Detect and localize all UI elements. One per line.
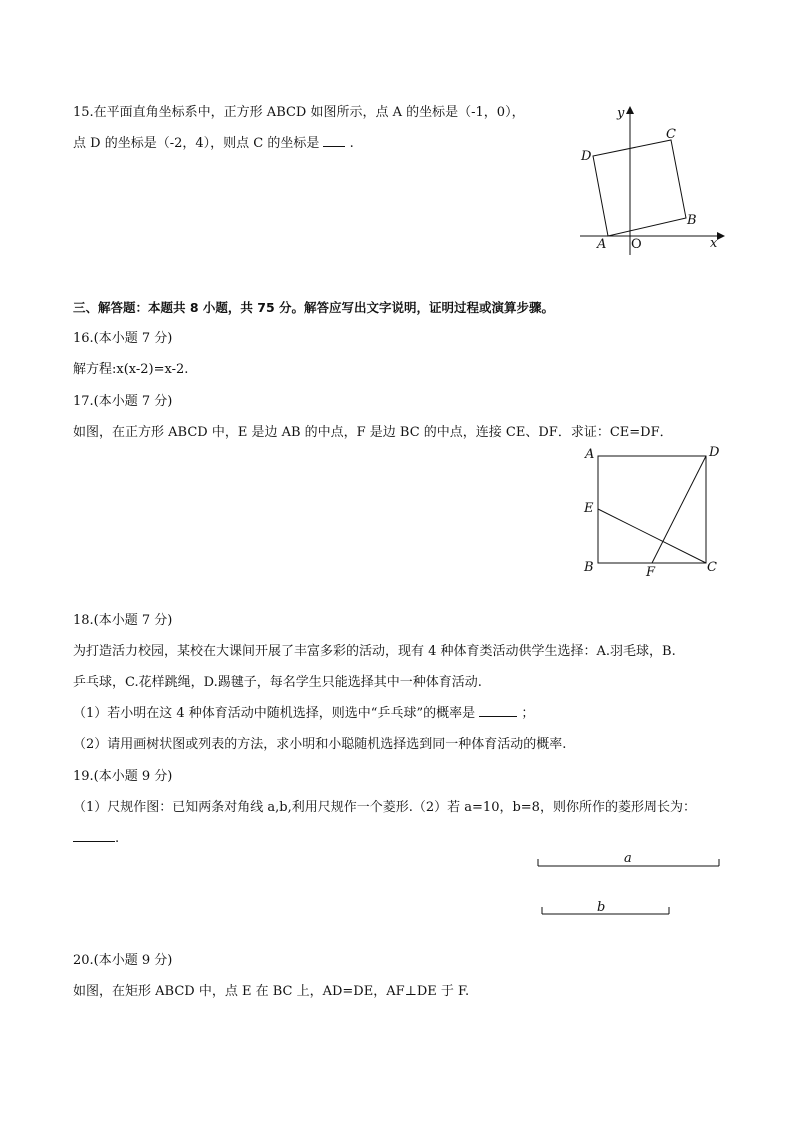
segment-ce [598,509,706,563]
q15-text-line1: 15.在平面直角坐标系中，正方形 ABCD 如图所示，点 A 的坐标是（-1，0）， [73,105,525,120]
section-3-heading: 三、解答题：本题共 8 小题，共 75 分。解答应写出文字说明，证明过程或演算步骤。 [73,300,555,315]
q15-coordinate-figure [575,100,735,260]
label-a: A [597,237,607,252]
q17-body: 如图，在正方形 ABCD 中，E 是边 AB 的中点，F 是边 BC 的中点，连接 CE、DF．求证：CE=DF． [73,425,673,440]
label-a: A [585,447,595,462]
label-y: y [617,106,625,121]
q15-text-line2-end: . [349,136,354,151]
label-e: E [584,501,594,516]
label-d: D [709,445,720,460]
q18-intro-line2: 乒乓球，C.花样跳绳，D.踢毽子，每名学生只能选择其中一种体育活动. [73,675,482,690]
q18-heading: 18.(本小题 7 分) [73,613,173,628]
square-abcd [593,140,686,236]
q16-heading: 16.(本小题 7 分) [73,331,173,346]
label-b: B [687,213,697,228]
q19-segments-figure [530,848,730,928]
label-b: B [584,560,594,575]
label-x: x [710,236,718,251]
label-segment-b: b [597,900,606,915]
q16-body: 解方程:x(x-2)=x-2. [73,362,189,377]
q18-part1-answer-blank[interactable] [479,716,517,717]
q17-square-figure [580,443,730,583]
segment-df [652,456,706,563]
q18-part1 [73,705,534,723]
q15-text-line2-main: 点 D 的坐标是（-2，4），则点 C 的坐标是 [73,136,320,151]
q15-text-line2 [73,135,354,153]
label-f: F [646,565,656,580]
label-d: D [581,149,592,164]
q18-part1-text: （1）若小明在这 4 种体育活动中随机选择，则选中“乒乓球”的概率是 [73,706,476,721]
label-o: O [631,237,642,252]
q19-answer-blank[interactable] [73,841,115,842]
label-c: C [707,560,717,575]
q19-body-line2 [73,830,119,848]
q17-heading: 17.(本小题 7 分) [73,394,173,409]
label-segment-a: a [624,851,632,866]
q19-line2-end: . [115,831,120,846]
q20-body: 如图，在矩形 ABCD 中，点 E 在 BC 上，AD=DE，AF⊥DE 于 F. [73,984,470,999]
q19-body-line1: （1）尺规作图：已知两条对角线 a,b,利用尺规作一个菱形.（2）若 a=10，b=8，则你所作的菱形周长为： [73,800,696,815]
q20-heading: 20.(本小题 9 分) [73,953,173,968]
q18-part1-end: ； [521,706,535,721]
q19-heading: 19.(本小题 9 分) [73,769,173,784]
q15-answer-blank[interactable] [323,146,345,147]
q18-part2: （2）请用画树状图或列表的方法，求小明和小聪随机选择选到同一种体育活动的概率. [73,737,567,752]
label-c: C [666,127,676,142]
q18-intro-line1: 为打造活力校园，某校在大课间开展了丰富多彩的活动，现有 4 种体育类活动供学生选择：A.羽毛球，B. [73,644,676,659]
square-abcd [598,456,706,563]
